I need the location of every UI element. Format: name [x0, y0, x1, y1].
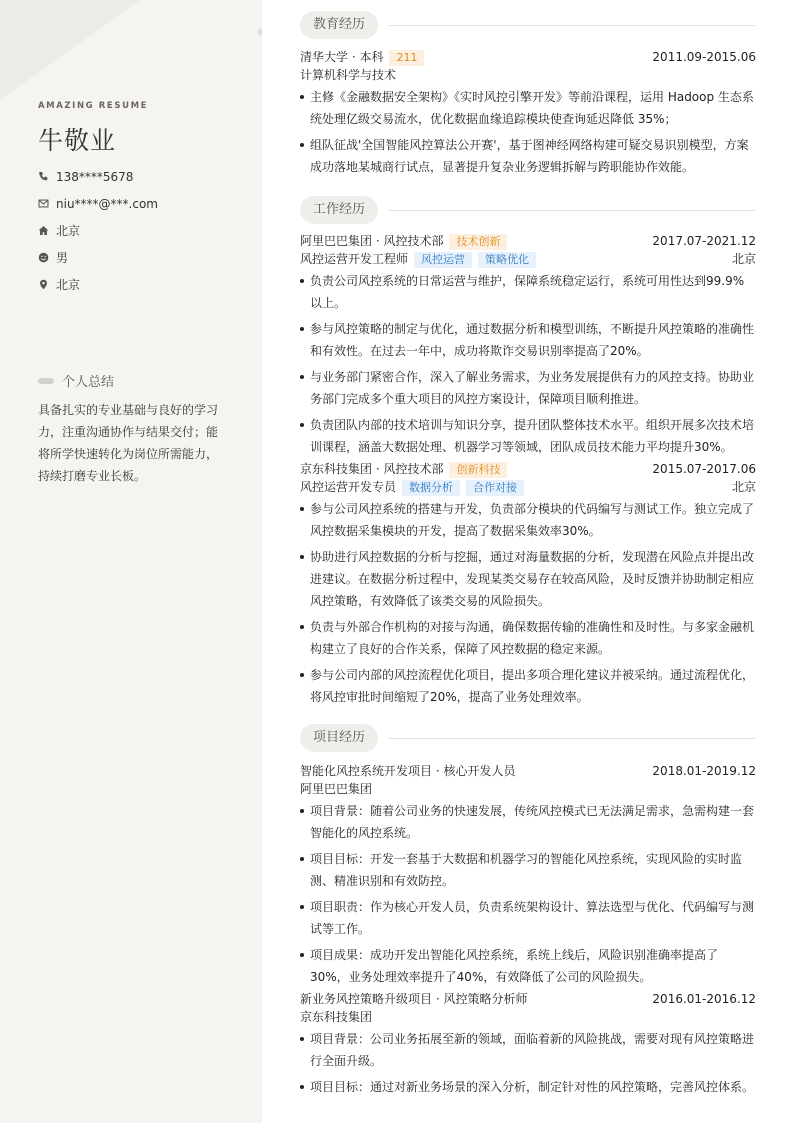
school-tag: 211 [389, 50, 424, 66]
gender-value: 男 [56, 251, 69, 265]
education-entry [300, 48, 756, 182]
summary-heading [38, 371, 114, 390]
education-bullets [300, 86, 756, 178]
summary-line: 持续打磨专业长板。 [38, 469, 147, 483]
work-city: 北京 [731, 480, 756, 494]
corner-decoration [0, 0, 140, 100]
contact-gender [38, 244, 248, 271]
phone-icon [38, 171, 49, 182]
list-item: 参与风控策略的制定与优化，通过数据分析和模型训练，不断提升风控策略的准确性和有效性。在过去一年中，成功将欺诈交易识别率提高了20%。 [300, 318, 756, 362]
education-section-title: 教育经历 [300, 11, 378, 39]
work-date: 2015.07-2017.06 [652, 462, 756, 476]
list-item: 负责与外部合作机构的对接与沟通，确保数据传输的准确性和及时性。与多家金融机构建立了良好的合作关系，保障了风控数据的稳定来源。 [300, 616, 756, 660]
contact-phone [38, 163, 248, 190]
company-tag: 技术创新 [449, 234, 507, 250]
work-city: 北京 [731, 252, 756, 266]
work-entry [300, 232, 756, 462]
section-divider [388, 25, 756, 26]
work-section-title: 工作经历 [300, 196, 378, 224]
company-tag: 创新科技 [449, 462, 507, 478]
resume-tagline: AMAZING RESUME [38, 101, 149, 111]
project-org: 阿里巴巴集团 [300, 782, 373, 796]
work-bullets [300, 498, 756, 708]
list-item: 项目目标：通过对新业务场景的深入分析，制定针对性的风控策略，完善风控体系。 [300, 1076, 756, 1098]
project-section-heading [300, 724, 756, 752]
project-title: 新业务风控策略升级项目 · 风控策略分析师 [300, 992, 528, 1006]
project-bullets [300, 800, 756, 988]
project-title: 智能化风控系统开发项目 · 核心开发人员 [300, 764, 516, 778]
decoration-dot [258, 28, 262, 36]
project-date: 2018.01-2019.12 [652, 764, 756, 778]
list-item: 组队征战'全国智能风控算法公开赛'，基于图神经网络构建可疑交易识别模型，方案成功落地某城商行试点，显著提升复杂业务逻辑拆解与跨职能协作效能。 [300, 134, 756, 178]
list-item: 主修《金融数据安全架构》《实时风控引擎开发》等前沿课程，运用 Hadoop 生态系统处理亿级交易流水，优化数据血缘追踪模块使查询延迟降低 35%； [300, 86, 756, 130]
contact-email [38, 190, 248, 217]
sidebar [0, 0, 262, 1123]
job-role: 风控运营开发工程师 [300, 252, 409, 266]
list-item: 参与公司内部的风控流程优化项目，提出多项合理化建议并被采纳。通过流程优化，将风控审批时间缩短了20%，提高了业务处理效率。 [300, 664, 756, 708]
summary-line: 将所学快速转化为岗位所需能力， [38, 447, 219, 461]
summary-line: 具备扎实的专业基础与良好的学习 [38, 403, 219, 417]
list-item: 项目职责：作为核心开发人员，负责系统架构设计、算法选型与优化、代码编写与测试等工作。 [300, 896, 756, 940]
major-name: 计算机科学与技术 [300, 68, 397, 82]
work-entry [300, 460, 756, 712]
role-tag: 策略优化 [478, 252, 536, 268]
list-item: 项目背景：公司业务拓展至新的领域，面临着新的风险挑战，需要对现有风控策略进行全面升级。 [300, 1028, 756, 1072]
job-role: 风控运营开发专员 [300, 480, 397, 494]
summary-title: 个人总结 [62, 375, 115, 390]
summary-line: 力，注重沟通协作与结果交付；能 [38, 425, 219, 439]
location-city: 北京 [56, 278, 81, 292]
summary-text [38, 399, 228, 487]
education-date: 2011.09-2015.06 [652, 50, 756, 64]
email-address: niu****@***.com [56, 196, 158, 211]
section-divider [388, 210, 756, 211]
phone-number: 138****5678 [56, 169, 134, 184]
role-tag: 合作对接 [466, 480, 524, 496]
list-item: 协助进行风控数据的分析与挖掘，通过对海量数据的分析，发现潜在风险点并提出改进建议。在数据分析过程中，发现某类交易存在较高风险，及时反馈并协助制定相应风控策略，有效降低了该类交易的风险损失。 [300, 546, 756, 612]
list-item: 参与公司风控系统的搭建与开发，负责部分模块的代码编写与测试工作。独立完成了风控数据采集模块的开发，提高了数据采集效率30%。 [300, 498, 756, 542]
candidate-name: 牛敬业 [38, 126, 117, 155]
project-org: 京东科技集团 [300, 1010, 373, 1024]
list-item: 项目目标：开发一套基于大数据和机器学习的智能化风控系统，实现风险的实时监测、精准识别和有效防控。 [300, 848, 756, 892]
company-name: 京东科技集团 · 风控技术部 [300, 462, 444, 476]
project-section-title: 项目经历 [300, 724, 378, 752]
mail-icon [38, 198, 49, 209]
contact-location [38, 271, 248, 298]
gender-icon [38, 252, 49, 263]
summary-pill-icon [38, 378, 54, 384]
location-icon [38, 279, 49, 290]
school-name: 清华大学 · 本科 [300, 50, 384, 64]
home-icon [38, 225, 49, 236]
list-item: 负责团队内部的技术培训与知识分享，提升团队整体技术水平。组织开展多次技术培训课程，涵盖大数据处理、机器学习等领域，团队成员技术能力平均提升30%。 [300, 414, 756, 458]
list-item: 负责公司风控系统的日常运营与维护，保障系统稳定运行，系统可用性达到99.9%以上。 [300, 270, 756, 314]
education-section-heading [300, 11, 756, 39]
role-tag: 风控运营 [414, 252, 472, 268]
home-city: 北京 [56, 224, 81, 238]
contact-home [38, 217, 248, 244]
company-name: 阿里巴巴集团 · 风控技术部 [300, 234, 444, 248]
list-item: 与业务部门紧密合作，深入了解业务需求，为业务发展提供有力的风控支持。协助业务部门完成多个重大项目的风控方案设计，保障项目顺利推进。 [300, 366, 756, 410]
project-entry [300, 762, 756, 992]
project-date: 2016.01-2016.12 [652, 992, 756, 1006]
role-tag: 数据分析 [402, 480, 460, 496]
contact-list [38, 163, 248, 298]
project-entry [300, 990, 756, 1102]
work-section-heading [300, 196, 756, 224]
work-bullets [300, 270, 756, 458]
work-date: 2017.07-2021.12 [652, 234, 756, 248]
project-bullets [300, 1028, 756, 1098]
list-item: 项目成果：成功开发出智能化风控系统，系统上线后，风险识别准确率提高了30%，业务处理效率提升了40%，有效降低了公司的风险损失。 [300, 944, 756, 988]
section-divider [388, 738, 756, 739]
list-item: 项目背景：随着公司业务的快速发展，传统风控模式已无法满足需求，急需构建一套智能化的风控系统。 [300, 800, 756, 844]
